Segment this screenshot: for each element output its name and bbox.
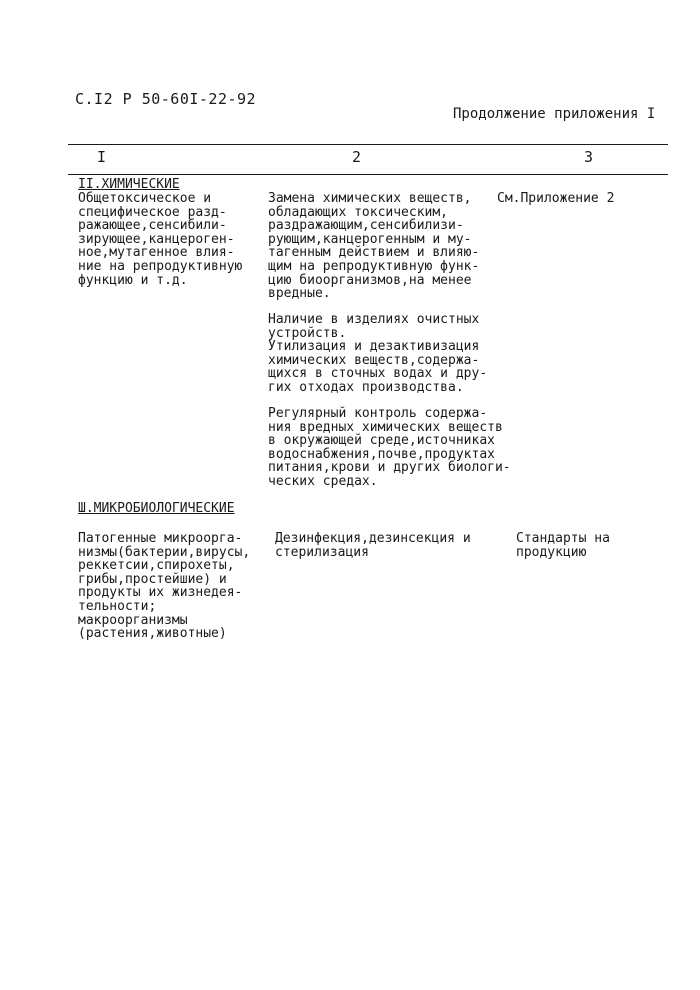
table-top-rule — [68, 144, 668, 145]
column-header-3: 3 — [584, 148, 594, 166]
section-title-chemical: II.ХИМИЧЕСКИЕ — [78, 177, 180, 192]
column-header-2: 2 — [352, 148, 362, 166]
standards-microbiological: Стандарты на продукцию — [516, 531, 610, 560]
measure-chemical-1: Замена химических веществ, обладающих токсическим, раздражающим,сенсибилизи- рующим,канцерогенным и му- тагенным действием и влияю- щим на репродуктивную функ- цию биоорганизмов,на менее вредные. — [268, 191, 480, 302]
continuation-label: Продолжение приложения I — [453, 106, 656, 122]
document-code: С.I2 Р 50-60I-22-92 — [75, 90, 257, 108]
measure-chemical-3: Регулярный контроль содержа- ния вредных химических веществ в окружающей среде,источниках водоснабжения,почве,продуктах питания,крови и других биологи- ческих средах. — [268, 406, 511, 489]
measure-microbiological-1: Дезинфекция,дезинсекция и стерилизация — [275, 531, 471, 560]
table-header-rule — [68, 174, 668, 175]
factor-microbiological: Патогенные микроорга- низмы(бактерии,вирусы, реккетсии,спирохеты, грибы,простейшие) и продукты их жизнедея- тельности; макроорганизмы (растения,животные) — [78, 531, 251, 642]
section-title-microbiological: Ш.МИКРОБИОЛОГИЧЕСКИЕ — [78, 501, 235, 516]
measure-chemical-2: Наличие в изделиях очистных устройств. Утилизация и дезактивизация химических веществ,содержа- щихся в сточных водах и дру- гих отходах производства. — [268, 312, 488, 395]
standards-chemical: См.Приложение 2 — [497, 191, 615, 206]
column-header-1: I — [97, 148, 107, 166]
factor-chemical: Общетоксическое и специфическое разд- ражающее,сенсибили- зирующее,канцероген- ное,мутагенное влия- ние на репродуктивную функцию и т.д. — [78, 191, 243, 288]
